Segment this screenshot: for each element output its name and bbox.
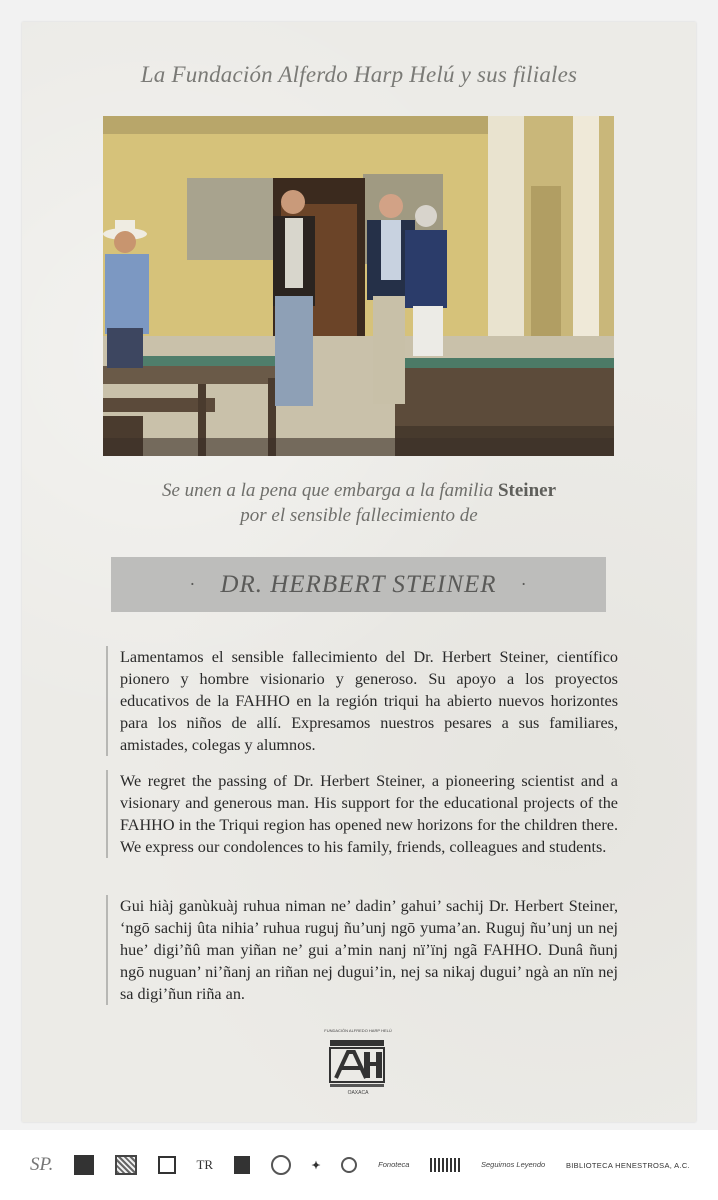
square-logo-icon [158, 1156, 176, 1174]
logo-caption-top: FUNDACIÓN ALFREDO HARP HELÚ [324, 1028, 392, 1033]
sponsor-logos-footer [0, 1130, 718, 1200]
photo-of-five-men-in-old-classroom [103, 116, 614, 456]
fahho-logo-icon [326, 1030, 388, 1092]
logo-caption-bottom: OAXACA [347, 1090, 369, 1096]
barcode-logo-icon [430, 1158, 460, 1172]
sp-logo-icon: SP. [30, 1154, 54, 1175]
artk-logo-icon: ✦ [311, 1159, 321, 1172]
memorial-photo [103, 116, 614, 456]
band-dot-right: · [520, 574, 528, 594]
fonoteca-logo-icon: Fonoteca [378, 1160, 410, 1169]
page-title: La Fundación Alferdo Harp Helú y sus filiales [140, 62, 578, 87]
circle-seal-logo-icon [271, 1155, 291, 1175]
biblioteca-logo-icon [115, 1155, 137, 1175]
bs-logo-icon [234, 1156, 250, 1174]
paragraph-spanish: Lamentamos el sensible fallecimiento del Dr. Herbert Steiner, científico pionero y hombre visionario y generoso. Su apoyo a los proyectos educativos de la FAHHO en la región triqui ha abierto nuevos horizontes para los niños de allí. Expresamos nuestros pesares a sus familiares, amistades, colegas y alumnos. [106, 646, 618, 756]
seguimos-leyendo-logo-icon: Seguimos Leyendo [480, 1160, 546, 1169]
tribute-line-1 [0, 478, 718, 503]
tribute-line-2: por el sensible fallecimiento de [240, 505, 478, 526]
paragraph-english: We regret the passing of Dr. Herbert Steiner, a pioneering scientist and a visionary and generous man. His support for the educational projects of the FAHHO in the Triqui region has opened new horizons for the children there. We express our condolences to his family, friends, colleagues and students. [106, 770, 618, 858]
band-dot-left: · [189, 574, 197, 594]
deceased-name: DR. HERBERT STEINER [220, 570, 497, 598]
biblioteca-henestrosa-logo-icon: BIBLIOTECA HENESTROSA, A.C. [565, 1160, 690, 1170]
tribute-text [0, 478, 718, 528]
family-name: Steiner [497, 480, 557, 501]
tribute-line-1-prefix: Se unen a la pena que embarga a la familia [161, 480, 494, 501]
museo-logo-icon [74, 1155, 94, 1175]
paragraph-triqui: Gui hiàj ganùkuàj ruhua niman ne’ dadin’ gahui’ sachij Dr. Herbert Steiner, ‘ngō sachij ûta nihia’ ruhua ruguj ñu’unj ngō yuma’an. Ruguj ñu’unj un nej hue’ digi’ñû man yiñan ne’ gui a’min nanj nï’ïnj ngã FAHHO. Dunâ ñunj ngō nuguan’ ni’ñanj an riñan nej dugui’in, nej sa nikaj dugui’ ngà an nïn nej sa digi’ñun riña an. [106, 895, 618, 1005]
round-emblem-logo-icon [341, 1157, 357, 1173]
taller-restauracion-logo-icon: TR [196, 1157, 214, 1172]
deceased-name-band [111, 557, 606, 612]
